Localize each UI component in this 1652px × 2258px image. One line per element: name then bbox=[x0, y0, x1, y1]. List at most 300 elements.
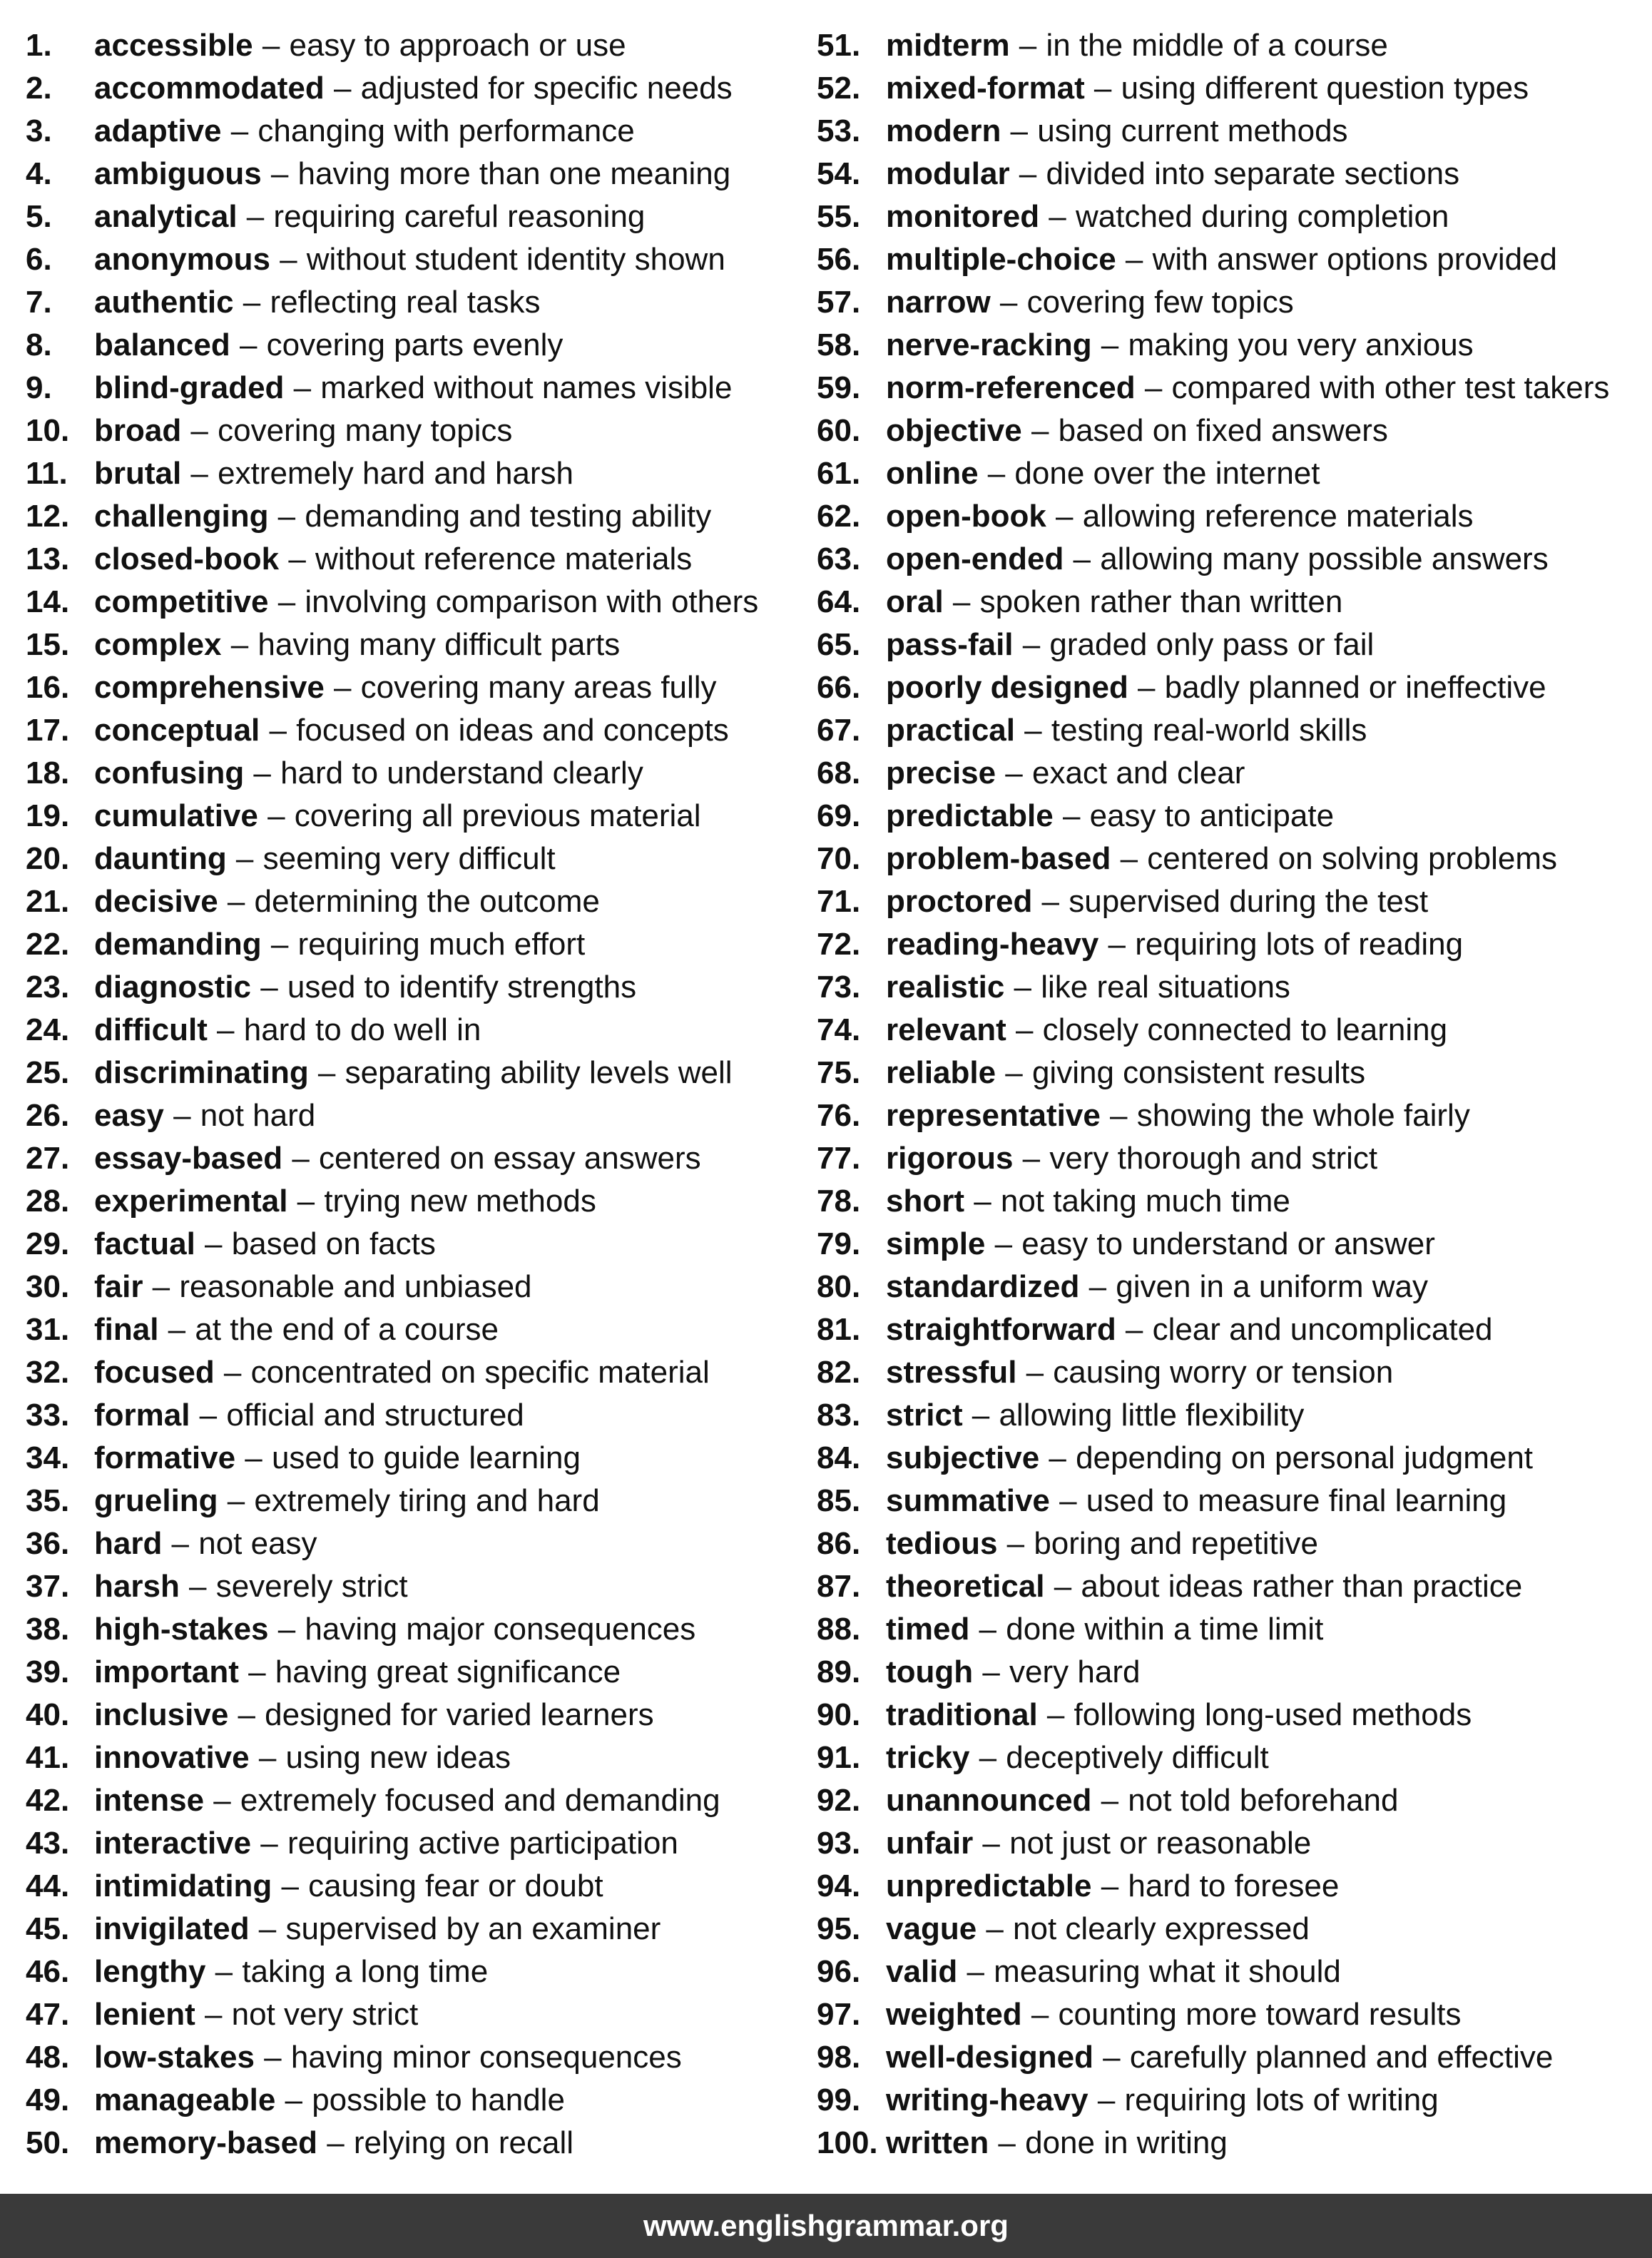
item-definition: taking a long time bbox=[242, 1954, 489, 1989]
item-definition: showing the whole fairly bbox=[1136, 1098, 1470, 1133]
item-number: 76. bbox=[817, 1098, 861, 1133]
item-term: essay-based bbox=[94, 1141, 283, 1176]
item-term: decisive bbox=[94, 884, 218, 919]
item-number: 96. bbox=[817, 1954, 861, 1989]
item-definition: adjusted for specific needs bbox=[360, 71, 733, 106]
item-term: objective bbox=[886, 413, 1022, 448]
item-number: 62. bbox=[817, 499, 861, 534]
item-definition: centered on solving problems bbox=[1147, 841, 1558, 876]
item-definition: focused on ideas and concepts bbox=[296, 713, 729, 748]
list-item bbox=[817, 27, 1644, 70]
list-item bbox=[26, 455, 810, 498]
item-number: 67. bbox=[817, 713, 861, 748]
item-term: short bbox=[886, 1184, 964, 1219]
item-number: 23. bbox=[26, 970, 70, 1005]
item-number: 42. bbox=[26, 1783, 70, 1818]
list-item bbox=[26, 1268, 810, 1311]
item-number: 7. bbox=[26, 285, 52, 320]
item-term: hard bbox=[94, 1526, 163, 1561]
item-term: invigilated bbox=[94, 1911, 250, 1946]
item-term: weighted bbox=[886, 1997, 1022, 2032]
item-definition: about ideas rather than practice bbox=[1081, 1569, 1523, 1604]
item-number: 9. bbox=[26, 370, 52, 405]
item-definition: seeming very difficult bbox=[262, 841, 556, 876]
item-definition: counting more toward results bbox=[1058, 1997, 1462, 2032]
list-item bbox=[26, 1483, 810, 1525]
item-separator: – bbox=[280, 242, 297, 277]
item-definition: based on facts bbox=[231, 1226, 436, 1261]
item-definition: causing worry or tension bbox=[1053, 1355, 1394, 1390]
item-separator: – bbox=[1054, 1569, 1072, 1604]
list-item bbox=[26, 241, 810, 284]
item-separator: – bbox=[152, 1269, 170, 1304]
item-separator: – bbox=[982, 1826, 1000, 1861]
item-term: traditional bbox=[886, 1697, 1038, 1732]
item-separator: – bbox=[270, 156, 289, 191]
item-number: 19. bbox=[26, 798, 70, 833]
item-definition: changing with performance bbox=[258, 113, 635, 148]
item-term: grueling bbox=[94, 1483, 218, 1518]
item-separator: – bbox=[260, 970, 278, 1005]
item-number: 87. bbox=[817, 1569, 861, 1604]
item-number: 99. bbox=[817, 2082, 861, 2117]
item-number: 26. bbox=[26, 1098, 70, 1133]
list-item bbox=[26, 1825, 810, 1868]
item-definition: hard to foresee bbox=[1128, 1868, 1340, 1903]
item-term: anonymous bbox=[94, 242, 270, 277]
item-term: high-stakes bbox=[94, 1612, 269, 1647]
item-separator: – bbox=[292, 1141, 310, 1176]
item-definition: following long-used methods bbox=[1074, 1697, 1472, 1732]
item-separator: – bbox=[227, 884, 245, 919]
list-item bbox=[26, 1568, 810, 1611]
item-number: 22. bbox=[26, 927, 70, 962]
item-separator: – bbox=[260, 1826, 278, 1861]
item-definition: very thorough and strict bbox=[1049, 1141, 1378, 1176]
item-term: intimidating bbox=[94, 1868, 272, 1903]
item-number: 4. bbox=[26, 156, 52, 191]
item-number: 64. bbox=[817, 584, 861, 619]
item-definition: spoken rather than written bbox=[979, 584, 1343, 619]
item-separator: – bbox=[1088, 1269, 1107, 1304]
item-term: unfair bbox=[886, 1826, 974, 1861]
item-term: tough bbox=[886, 1654, 974, 1689]
item-term: conceptual bbox=[94, 713, 260, 748]
item-number: 100. bbox=[817, 2125, 878, 2160]
list-item bbox=[817, 370, 1644, 412]
item-definition: covering parts evenly bbox=[266, 327, 564, 362]
item-number: 46. bbox=[26, 1954, 70, 1989]
list-item bbox=[817, 755, 1644, 798]
item-definition: requiring careful reasoning bbox=[273, 199, 646, 234]
item-number: 32. bbox=[26, 1355, 70, 1390]
item-separator: – bbox=[190, 413, 208, 448]
item-definition: divided into separate sections bbox=[1046, 156, 1460, 191]
item-term: competitive bbox=[94, 584, 269, 619]
footer-bar bbox=[0, 2194, 1652, 2258]
list-item bbox=[26, 498, 810, 541]
list-item bbox=[817, 1311, 1644, 1354]
item-number: 93. bbox=[817, 1826, 861, 1861]
item-term: representative bbox=[886, 1098, 1101, 1133]
list-item bbox=[26, 1440, 810, 1483]
item-number: 68. bbox=[817, 756, 861, 790]
list-item bbox=[26, 156, 810, 198]
item-number: 56. bbox=[817, 242, 861, 277]
item-definition: hard to understand clearly bbox=[280, 756, 643, 790]
item-term: open-book bbox=[886, 499, 1046, 534]
item-separator: – bbox=[1101, 1868, 1119, 1903]
item-number: 54. bbox=[817, 156, 861, 191]
list-item bbox=[26, 1911, 810, 1953]
item-definition: not very strict bbox=[231, 1997, 419, 2032]
list-item bbox=[26, 1697, 810, 1739]
item-definition: like real situations bbox=[1041, 970, 1290, 1005]
item-separator: – bbox=[998, 2125, 1016, 2160]
item-definition: using current methods bbox=[1037, 113, 1348, 148]
item-separator: – bbox=[270, 927, 289, 962]
list-item bbox=[817, 1140, 1644, 1183]
list-item bbox=[817, 327, 1644, 370]
item-number: 3. bbox=[26, 113, 52, 148]
item-term: tedious bbox=[886, 1526, 998, 1561]
item-term: rigorous bbox=[886, 1141, 1014, 1176]
item-number: 5. bbox=[26, 199, 52, 234]
list-item bbox=[26, 541, 810, 584]
item-separator: – bbox=[227, 1483, 245, 1518]
item-definition: extremely focused and demanding bbox=[240, 1783, 720, 1818]
item-term: realistic bbox=[886, 970, 1005, 1005]
list-item bbox=[817, 198, 1644, 241]
list-item bbox=[26, 370, 810, 412]
item-number: 70. bbox=[817, 841, 861, 876]
item-number: 61. bbox=[817, 456, 861, 491]
item-term: reliable bbox=[886, 1055, 996, 1090]
list-item bbox=[817, 541, 1644, 584]
item-number: 92. bbox=[817, 1783, 861, 1818]
item-term: factual bbox=[94, 1226, 195, 1261]
item-definition: relying on recall bbox=[353, 2125, 574, 2160]
item-definition: not told beforehand bbox=[1128, 1783, 1399, 1818]
item-definition: covering few topics bbox=[1026, 285, 1294, 320]
item-term: cumulative bbox=[94, 798, 258, 833]
item-definition: demanding and testing ability bbox=[305, 499, 712, 534]
item-definition: trying new methods bbox=[324, 1184, 596, 1219]
item-number: 34. bbox=[26, 1440, 70, 1475]
list-item bbox=[26, 798, 810, 840]
item-separator: – bbox=[334, 670, 352, 705]
item-term: easy bbox=[94, 1098, 164, 1133]
item-definition: graded only pass or fail bbox=[1049, 627, 1375, 662]
item-separator: – bbox=[333, 71, 352, 106]
item-definition: possible to handle bbox=[312, 2082, 565, 2117]
item-term: blind-graded bbox=[94, 370, 285, 405]
list-item bbox=[817, 1268, 1644, 1311]
list-item bbox=[26, 70, 810, 113]
list-item bbox=[26, 1226, 810, 1268]
item-separator: – bbox=[1041, 884, 1060, 919]
item-separator: – bbox=[199, 1398, 218, 1433]
item-number: 47. bbox=[26, 1997, 70, 2032]
list-item bbox=[26, 2125, 810, 2167]
item-term: adaptive bbox=[94, 113, 222, 148]
item-term: norm-referenced bbox=[886, 370, 1136, 405]
list-item bbox=[26, 840, 810, 883]
list-item bbox=[26, 1654, 810, 1697]
item-number: 63. bbox=[817, 541, 861, 576]
item-term: mixed-format bbox=[886, 71, 1085, 106]
item-definition: easy to approach or use bbox=[289, 28, 626, 63]
item-term: theoretical bbox=[886, 1569, 1045, 1604]
list-item bbox=[26, 1354, 810, 1397]
item-term: timed bbox=[886, 1612, 970, 1647]
item-term: intense bbox=[94, 1783, 205, 1818]
item-definition: without reference materials bbox=[315, 541, 693, 576]
item-separator: – bbox=[269, 713, 287, 748]
item-term: midterm bbox=[886, 28, 1010, 63]
item-term: tricky bbox=[886, 1740, 970, 1775]
item-term: accommodated bbox=[94, 71, 325, 106]
item-term: simple bbox=[886, 1226, 986, 1261]
item-separator: – bbox=[986, 1911, 1004, 1946]
item-definition: deceptively difficult bbox=[1006, 1740, 1269, 1775]
list-item bbox=[26, 883, 810, 926]
item-definition: used to identify strengths bbox=[287, 970, 637, 1005]
item-term: modern bbox=[886, 113, 1001, 148]
item-number: 51. bbox=[817, 28, 861, 63]
list-item bbox=[817, 1825, 1644, 1868]
item-number: 69. bbox=[817, 798, 861, 833]
item-separator: – bbox=[952, 584, 971, 619]
item-definition: used to measure final learning bbox=[1086, 1483, 1507, 1518]
item-separator: – bbox=[245, 1440, 262, 1475]
item-term: closed-book bbox=[94, 541, 280, 576]
item-definition: not easy bbox=[198, 1526, 317, 1561]
item-term: balanced bbox=[94, 327, 230, 362]
item-number: 60. bbox=[817, 413, 861, 448]
item-definition: very hard bbox=[1009, 1654, 1141, 1689]
item-term: brutal bbox=[94, 456, 182, 491]
item-term: relevant bbox=[886, 1012, 1006, 1047]
item-definition: designed for varied learners bbox=[265, 1697, 654, 1732]
item-separator: – bbox=[239, 327, 258, 362]
item-definition: at the end of a course bbox=[195, 1312, 499, 1347]
list-item bbox=[26, 1140, 810, 1183]
item-number: 78. bbox=[817, 1184, 861, 1219]
item-separator: – bbox=[288, 541, 306, 576]
item-separator: – bbox=[1125, 242, 1143, 277]
item-separator: – bbox=[1093, 71, 1112, 106]
item-number: 66. bbox=[817, 670, 861, 705]
list-item bbox=[26, 626, 810, 669]
item-separator: – bbox=[1046, 1697, 1065, 1732]
item-number: 35. bbox=[26, 1483, 70, 1518]
item-number: 71. bbox=[817, 884, 861, 919]
item-number: 24. bbox=[26, 1012, 70, 1047]
item-number: 88. bbox=[817, 1612, 861, 1647]
item-separator: – bbox=[982, 1654, 1000, 1689]
item-definition: carefully planned and effective bbox=[1129, 2040, 1554, 2075]
item-term: experimental bbox=[94, 1184, 288, 1219]
item-separator: – bbox=[168, 1312, 186, 1347]
item-definition: concentrated on specific material bbox=[250, 1355, 710, 1390]
item-term: broad bbox=[94, 413, 182, 448]
list-item bbox=[26, 198, 810, 241]
item-definition: depending on personal judgment bbox=[1076, 1440, 1534, 1475]
item-term: interactive bbox=[94, 1826, 252, 1861]
item-separator: – bbox=[258, 1740, 277, 1775]
item-number: 58. bbox=[817, 327, 861, 362]
list-item bbox=[26, 1012, 810, 1054]
item-separator: – bbox=[1014, 970, 1032, 1005]
list-item bbox=[817, 1568, 1644, 1611]
item-term: precise bbox=[886, 756, 996, 790]
item-term: lenient bbox=[94, 1997, 195, 2032]
list-item bbox=[26, 2039, 810, 2082]
item-separator: – bbox=[281, 1868, 299, 1903]
item-separator: – bbox=[1019, 156, 1037, 191]
item-separator: – bbox=[1022, 627, 1041, 662]
item-separator: – bbox=[1031, 1997, 1049, 2032]
item-number: 13. bbox=[26, 541, 70, 576]
list-item bbox=[26, 755, 810, 798]
item-number: 53. bbox=[817, 113, 861, 148]
item-definition: covering all previous material bbox=[294, 798, 701, 833]
item-number: 11. bbox=[26, 456, 68, 491]
item-term: proctored bbox=[886, 884, 1033, 919]
item-definition: done over the internet bbox=[1014, 456, 1320, 491]
item-separator: – bbox=[994, 1226, 1013, 1261]
item-term: lengthy bbox=[94, 1954, 206, 1989]
footer-url: www.englishgrammar.org bbox=[643, 2209, 1009, 2242]
list-item bbox=[817, 1483, 1644, 1525]
item-separator: – bbox=[1010, 113, 1029, 148]
list-item bbox=[817, 926, 1644, 969]
item-separator: – bbox=[967, 1954, 984, 1989]
item-number: 43. bbox=[26, 1826, 70, 1861]
item-number: 6. bbox=[26, 242, 52, 277]
item-definition: supervised during the test bbox=[1069, 884, 1429, 919]
item-term: formative bbox=[94, 1440, 236, 1475]
item-term: focused bbox=[94, 1355, 215, 1390]
item-definition: covering many topics bbox=[218, 413, 513, 448]
list-item bbox=[26, 1953, 810, 1996]
list-item bbox=[817, 1525, 1644, 1568]
item-definition: reasonable and unbiased bbox=[179, 1269, 532, 1304]
item-term: online bbox=[886, 456, 979, 491]
item-term: poorly designed bbox=[886, 670, 1128, 705]
item-term: harsh bbox=[94, 1569, 180, 1604]
item-term: memory-based bbox=[94, 2125, 318, 2160]
item-term: fair bbox=[94, 1269, 143, 1304]
item-number: 82. bbox=[817, 1355, 861, 1390]
item-number: 1. bbox=[26, 28, 52, 63]
item-term: pass-fail bbox=[886, 627, 1014, 662]
list-item bbox=[817, 1097, 1644, 1140]
list-item bbox=[817, 284, 1644, 327]
item-number: 49. bbox=[26, 2082, 70, 2117]
item-separator: – bbox=[285, 2082, 303, 2117]
item-definition: causing fear or doubt bbox=[308, 1868, 603, 1903]
item-definition: requiring lots of reading bbox=[1135, 927, 1464, 962]
item-number: 90. bbox=[817, 1697, 861, 1732]
item-term: summative bbox=[886, 1483, 1050, 1518]
item-number: 38. bbox=[26, 1612, 70, 1647]
list-item bbox=[817, 883, 1644, 926]
item-separator: – bbox=[1005, 1055, 1023, 1090]
item-definition: with answer options provided bbox=[1152, 242, 1558, 277]
list-item bbox=[26, 1996, 810, 2039]
item-definition: giving consistent results bbox=[1031, 1055, 1366, 1090]
item-definition: easy to anticipate bbox=[1089, 798, 1335, 833]
item-term: demanding bbox=[94, 927, 262, 962]
item-separator: – bbox=[173, 1098, 191, 1133]
item-term: analytical bbox=[94, 199, 238, 234]
item-number: 48. bbox=[26, 2040, 70, 2075]
list-item bbox=[817, 1953, 1644, 1996]
item-separator: – bbox=[1073, 541, 1091, 576]
item-term: oral bbox=[886, 584, 944, 619]
item-definition: easy to understand or answer bbox=[1021, 1226, 1435, 1261]
item-term: final bbox=[94, 1312, 159, 1347]
word-list-left-column bbox=[26, 27, 810, 2167]
item-definition: watched during completion bbox=[1075, 199, 1449, 234]
item-number: 72. bbox=[817, 927, 861, 962]
item-separator: – bbox=[253, 756, 271, 790]
item-number: 30. bbox=[26, 1269, 70, 1304]
item-number: 86. bbox=[817, 1526, 861, 1561]
item-separator: – bbox=[1097, 2082, 1116, 2117]
list-item bbox=[817, 1611, 1644, 1654]
item-term: practical bbox=[886, 713, 1015, 748]
item-number: 97. bbox=[817, 1997, 861, 2032]
item-term: unannounced bbox=[886, 1783, 1092, 1818]
item-number: 65. bbox=[817, 627, 861, 662]
list-item bbox=[26, 113, 810, 156]
item-term: problem-based bbox=[886, 841, 1111, 876]
item-definition: exact and clear bbox=[1031, 756, 1245, 790]
list-item bbox=[817, 1012, 1644, 1054]
item-definition: extremely tiring and hard bbox=[254, 1483, 600, 1518]
item-separator: – bbox=[1056, 499, 1074, 534]
item-separator: – bbox=[267, 798, 285, 833]
item-term: complex bbox=[94, 627, 222, 662]
item-term: well-designed bbox=[886, 2040, 1093, 2075]
item-number: 85. bbox=[817, 1483, 861, 1518]
list-item bbox=[817, 2082, 1644, 2125]
item-separator: – bbox=[238, 1697, 255, 1732]
item-separator: – bbox=[258, 1911, 277, 1946]
list-item bbox=[817, 241, 1644, 284]
item-definition: done within a time limit bbox=[1006, 1612, 1324, 1647]
item-definition: hard to do well in bbox=[243, 1012, 481, 1047]
item-term: comprehensive bbox=[94, 670, 325, 705]
item-separator: – bbox=[1026, 1355, 1044, 1390]
item-definition: severely strict bbox=[215, 1569, 408, 1604]
item-separator: – bbox=[217, 1012, 235, 1047]
item-term: confusing bbox=[94, 756, 245, 790]
list-item bbox=[26, 712, 810, 755]
item-definition: allowing reference materials bbox=[1082, 499, 1474, 534]
item-term: manageable bbox=[94, 2082, 276, 2117]
item-definition: compared with other test takers bbox=[1171, 370, 1610, 405]
list-item bbox=[817, 455, 1644, 498]
item-term: daunting bbox=[94, 841, 227, 876]
item-definition: centered on essay answers bbox=[319, 1141, 701, 1176]
item-separator: – bbox=[1022, 1141, 1041, 1176]
item-separator: – bbox=[189, 1569, 207, 1604]
item-number: 17. bbox=[26, 713, 70, 748]
